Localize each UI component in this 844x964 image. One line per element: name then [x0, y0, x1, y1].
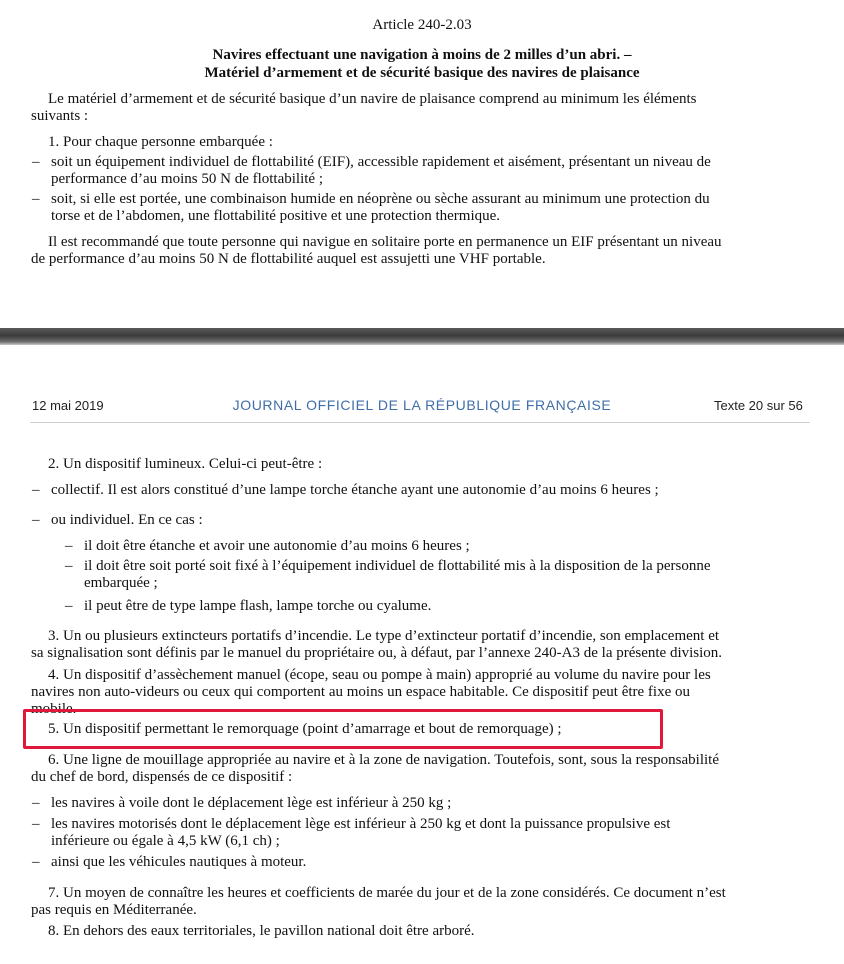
item-1-b-line1: soit, si elle est portée, une combinaison humide en néoprène ou sèche assurant au minimum une protection du	[51, 191, 710, 207]
item-7-line1: 7. Un moyen de connaître les heures et coefficients de marée du jour et de la zone considérés. Ce document n’est	[48, 885, 726, 901]
dash-bullet: –	[65, 598, 73, 614]
article-title-line1: Navires effectuant une navigation à moins de 2 milles d’un abri. –	[212, 47, 632, 63]
item-2-b-iii: il peut être de type lampe flash, lampe torche ou cyalume.	[84, 598, 432, 614]
recommendation-line2: de performance d’au moins 50 N de flottabilité auquel est assujetti une VHF portable.	[31, 251, 546, 267]
header-rule	[30, 422, 810, 423]
item-1-heading: 1. Pour chaque personne embarquée :	[48, 134, 273, 150]
intro-paragraph-line2: suivants :	[31, 108, 89, 124]
item-4-line3: mobile.	[31, 701, 77, 717]
item-3-line1: 3. Un ou plusieurs extincteurs portatifs d’incendie. Le type d’extincteur portatif d’incendie, son emplacement et	[48, 628, 720, 644]
highlight-box	[23, 709, 663, 749]
item-6-b-line2: inférieure ou égale à 4,5 kW (6,1 ch) ;	[51, 833, 280, 849]
recommendation-line1: Il est recommandé que toute personne qui navigue en solitaire porte en permanence un EIF présentant un niveau	[48, 234, 722, 250]
dash-bullet: –	[32, 854, 40, 870]
item-6-line2: du chef de bord, dispensés de ce dispositif :	[31, 769, 293, 785]
item-2-heading: 2. Un dispositif lumineux. Celui-ci peut-être :	[48, 456, 323, 472]
item-2-b-ii-line1: il doit être soit porté soit fixé à l’équipement individuel de flottabilité mis à la disposition de la personne	[84, 558, 711, 574]
intro-paragraph-line1: Le matériel d’armement et de sécurité basique d’un navire de plaisance comprend au minimum les éléments	[48, 91, 697, 107]
dash-bullet: –	[32, 816, 40, 832]
item-2-a: collectif. Il est alors constitué d’une lampe torche étanche ayant une autonomie d’au moins 6 heures ;	[51, 482, 659, 498]
page-divider	[0, 328, 844, 345]
item-2-b-i: il doit être étanche et avoir une autonomie d’au moins 6 heures ;	[84, 538, 470, 554]
item-2-b: ou individuel. En ce cas :	[51, 512, 203, 528]
header-texte-count: Texte 20 sur 56	[714, 398, 803, 413]
item-6-b-line1: les navires motorisés dont le déplacement lège est inférieur à 250 kg et dont la puissance propulsive est	[51, 816, 671, 832]
article-number: Article 240-2.03	[372, 17, 472, 33]
header-date: 12 mai 2019	[32, 398, 104, 413]
item-3-line2: sa signalisation sont définis par le manuel du propriétaire ou, à défaut, par l’annexe 240-A3 de la présente division.	[31, 645, 723, 661]
item-2-b-ii-line2: embarquée ;	[84, 575, 158, 591]
item-1-b-line2: torse et de l’abdomen, une flottabilité positive et une protection thermique.	[51, 208, 501, 224]
item-4-line1: 4. Un dispositif d’assèchement manuel (écope, seau ou pompe à main) approprié au volume du navire pour les	[48, 667, 711, 683]
item-1-a-line1: soit un équipement individuel de flottabilité (EIF), accessible rapidement et aisément, présentant un niveau de	[51, 154, 711, 170]
journal-title: JOURNAL OFFICIEL DE LA RÉPUBLIQUE FRANÇAISE	[232, 397, 612, 413]
dash-bullet: –	[65, 558, 73, 574]
dash-bullet: –	[32, 512, 40, 528]
article-title-line2: Matériel d’armement et de sécurité basique des navires de plaisance	[204, 65, 640, 81]
dash-bullet: –	[65, 538, 73, 554]
dash-bullet: –	[32, 482, 40, 498]
item-7-line2: pas requis en Méditerranée.	[31, 902, 197, 918]
item-5: 5. Un dispositif permettant le remorquage (point d’amarrage et bout de remorquage) ;	[48, 721, 562, 737]
item-4-line2: navires non auto-videurs ou ceux qui comportent au moins un espace habitable. Ce dispositif peut être fixe ou	[31, 684, 690, 700]
item-6-c: ainsi que les véhicules nautiques à moteur.	[51, 854, 307, 870]
item-8: 8. En dehors des eaux territoriales, le pavillon national doit être arboré.	[48, 923, 475, 939]
dash-bullet: –	[32, 795, 40, 811]
item-6-a: les navires à voile dont le déplacement lège est inférieur à 250 kg ;	[51, 795, 452, 811]
item-6-line1: 6. Une ligne de mouillage appropriée au navire et à la zone de navigation. Toutefois, sont, sous la responsabilité	[48, 752, 719, 768]
dash-bullet: –	[32, 191, 40, 207]
item-1-a-line2: performance d’au moins 50 N de flottabilité ;	[51, 171, 323, 187]
dash-bullet: –	[32, 154, 40, 170]
